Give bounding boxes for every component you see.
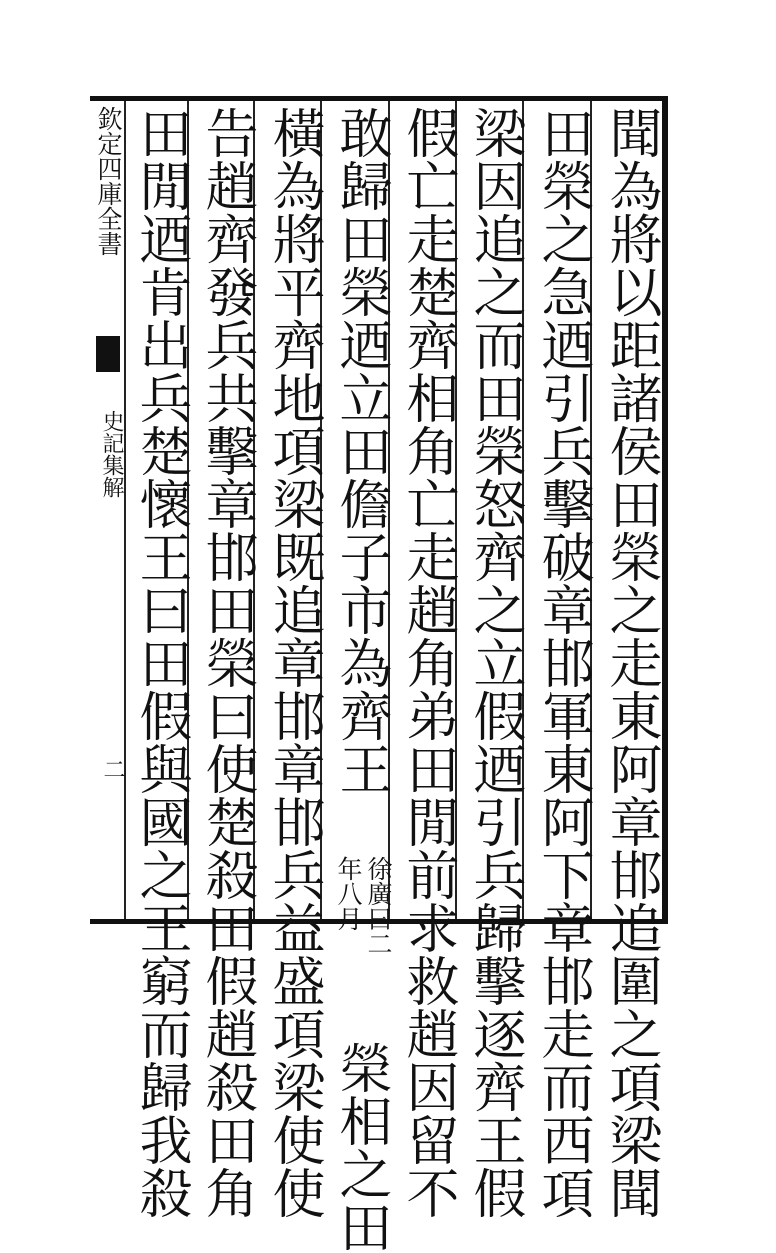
text-column-1: 聞為將以距諸侯田榮之走東阿章邯追圍之項梁聞: [601, 106, 662, 1219]
section-title: 史記集解: [99, 410, 124, 498]
inline-commentary: [330, 856, 392, 980]
column-5-main: 敢歸田榮迺立田儋子市為齊王: [331, 106, 392, 795]
book-title: 欽定四庫全書: [94, 106, 123, 256]
text-column-4: 假亡走楚齊相角亡走趙角弟田閒前求救趙因留不: [398, 106, 459, 1219]
text-column-3: 梁因追之而田榮怒齊之立假迺引兵歸擊逐齊王假: [465, 106, 526, 1219]
commentary-right: 徐廣曰二: [364, 856, 393, 956]
text-column-6: 橫為將平齊地項梁既追章邯章邯兵益盛項梁使使: [264, 106, 325, 1219]
column-5-tail: 榮相之田: [331, 1041, 392, 1253]
text-column-7: 告趙齊發兵共擊章邯田榮曰使楚殺田假趙殺田角: [197, 106, 258, 1219]
text-column-8: 田閒迺肯出兵楚懷王曰田假與國之王窮而歸我殺: [131, 106, 192, 1219]
text-column-5: [330, 106, 393, 1253]
page-number: 二: [100, 758, 125, 780]
text-column-2: 田榮之急迺引兵擊破章邯軍東阿下章邯走而西項: [533, 106, 594, 1219]
column-rule: [124, 101, 126, 919]
fish-tail-mark: [96, 336, 120, 372]
commentary-left: 年八月: [334, 856, 363, 931]
